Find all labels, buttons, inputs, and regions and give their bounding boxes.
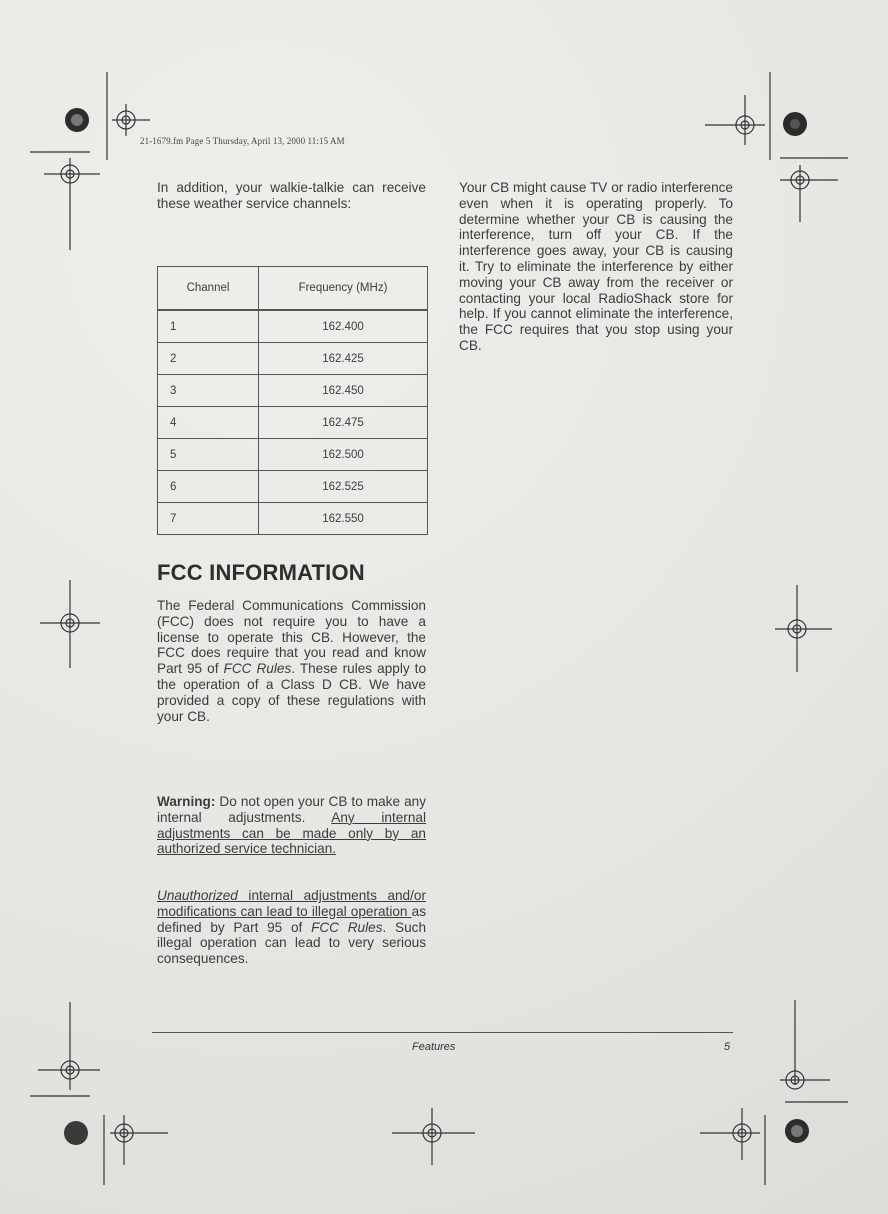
table-row — [158, 343, 428, 375]
warning-text: Do not open your CB to make any internal adjustments. — [157, 794, 426, 825]
unauthorized-rules-ref: FCC Rules — [311, 919, 383, 935]
fcc-heading: FCC INFORMATION — [157, 560, 365, 585]
fcc-rules-ref: FCC Rules — [223, 661, 292, 677]
unauthorized-word: Unauthorized — [157, 888, 238, 903]
frequency-cell: 162.450 — [259, 375, 428, 407]
table-row — [158, 471, 428, 503]
channel-header: Channel — [158, 267, 259, 311]
unauthorized-underlined: internal adjustments and/or modifications can lead to illegal operation — [157, 888, 426, 919]
fcc-text-a: The Federal Communications Commission (FCC) does not require you to have a license to operate this CB. However, the FCC does require that you read and know Part 95 of — [157, 598, 426, 677]
unauthorized-text-a: as defined by Part 95 of — [157, 903, 426, 935]
fcc-text-b: . These rules apply to the operation of a Class D CB. We have provided a copy of these regulations with your CB. — [157, 661, 427, 724]
channel-cell: 4 — [158, 407, 259, 439]
channel-cell: 1 — [158, 310, 259, 343]
warning-paragraph — [157, 794, 426, 857]
weather-channel-table — [157, 266, 428, 535]
frequency-cell: 162.525 — [259, 471, 428, 503]
frequency-header: Frequency (MHz) — [259, 267, 428, 311]
unauthorized-text-b: . Such illegal operation can lead to very serious consequences. — [157, 919, 427, 967]
frequency-cell: 162.400 — [259, 310, 428, 343]
table-row — [158, 439, 428, 471]
footer-page-number: 5 — [724, 1041, 731, 1053]
frequency-cell: 162.425 — [259, 343, 428, 375]
warning-underlined: Any internal adjustments can be made only by an authorized service technician. — [157, 809, 426, 857]
table-header-row — [158, 267, 428, 311]
print-slug: 21-1679.fm Page 5 Thursday, April 13, 2000 11:15 AM — [140, 136, 345, 146]
frequency-cell: 162.475 — [259, 407, 428, 439]
table-row — [158, 375, 428, 407]
interference-paragraph: Your CB might cause TV or radio interference even when it is operating properly. To determine whether your CB is causing the interference, turn off your CB. If the interference goes away, your CB is causing it. Try to eliminate the interference by either moving your CB away from the receiver or contacting your local RadioShack store for help. If you cannot eliminate the interference, the FCC requires that you stop using your CB. — [459, 180, 733, 353]
intro-paragraph: In addition, your walkie-talkie can receive these weather service channels: — [157, 180, 426, 211]
warning-label: Warning: — [157, 794, 216, 809]
table-row — [158, 310, 428, 343]
footer-rule — [152, 1032, 733, 1033]
frequency-cell: 162.550 — [259, 503, 428, 535]
unauthorized-paragraph — [157, 888, 426, 967]
fcc-paragraph — [157, 598, 426, 724]
channel-cell: 2 — [158, 343, 259, 375]
channel-cell: 5 — [158, 439, 259, 471]
channel-cell: 3 — [158, 375, 259, 407]
channel-cell: 7 — [158, 503, 259, 535]
channel-cell: 6 — [158, 471, 259, 503]
frequency-cell: 162.500 — [259, 439, 428, 471]
footer-section-title: Features — [412, 1041, 456, 1053]
table-row — [158, 407, 428, 439]
table-row — [158, 503, 428, 535]
